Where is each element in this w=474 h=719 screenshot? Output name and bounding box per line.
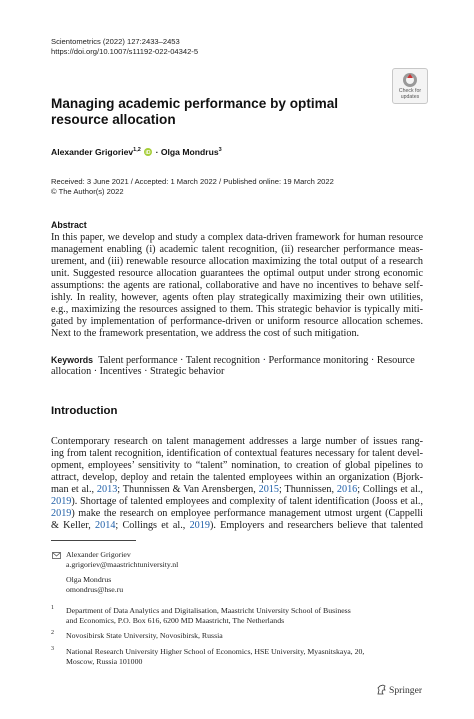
copyright-notice: © The Author(s) 2022 <box>51 187 124 196</box>
introduction-line <box>51 448 423 460</box>
text-segment: & Keller, <box>51 520 96 531</box>
citation-link[interactable]: 2014 <box>95 520 116 531</box>
publisher-name: Springer <box>389 685 423 696</box>
abstract-heading: Abstract <box>51 220 87 230</box>
text-segment: ; Collings et al., <box>115 520 190 531</box>
citation-link[interactable]: 2019 <box>189 520 210 531</box>
author-affiliation-marker: 1,2 <box>133 147 141 153</box>
envelope-icon <box>52 552 61 559</box>
publisher-logo[interactable] <box>376 684 422 696</box>
introduction-line <box>51 496 423 508</box>
check-for-updates-badge[interactable] <box>392 68 428 104</box>
citation-link[interactable]: 2019 <box>51 508 72 519</box>
text-segment: ; Thunnissen, <box>278 484 337 495</box>
affiliation-text: and Economics, P.O. Box 616, 6200 MD Maastricht, The Netherlands <box>66 616 285 625</box>
introduction-line <box>51 472 423 484</box>
introduction-line <box>51 520 423 532</box>
check-updates-line1: Check for <box>398 88 422 94</box>
citation-link[interactable]: 2016 <box>336 484 358 495</box>
contact-email[interactable]: omondrus@hse.ru <box>66 585 124 594</box>
abstract-line: unit. Suggested resource allocation guarantees the optimal output under strong economic <box>51 268 423 279</box>
contact-name: Alexander Grigoriev <box>66 550 131 559</box>
citation-link[interactable]: 2013 <box>96 484 118 495</box>
text-segment: ). Employers and researchers believe that talented <box>209 520 423 531</box>
affiliation-text: National Research University Higher School of Economics, HSE University, Myasnitskaya, 20, <box>66 647 365 656</box>
author-name[interactable]: Alexander Grigoriev <box>51 147 134 157</box>
doi-link[interactable]: https://doi.org/10.1007/s11192-022-04342-5 <box>51 47 199 56</box>
introduction-heading: Introduction <box>51 405 118 417</box>
text-segment: ; Collings et al., <box>357 484 423 495</box>
abstract-line: assumptions: the agents are rational, collaborative and have no incentives to behave self- <box>51 280 423 291</box>
contact-name: Olga Mondrus <box>66 575 112 584</box>
author-affiliation-marker: 3 <box>218 147 222 153</box>
footnote-divider <box>51 540 136 541</box>
journal-citation: Scientometrics (2022) 127:2433–2453 <box>51 37 180 46</box>
springer-horse-icon <box>376 684 387 695</box>
svg-text:iD: iD <box>145 150 151 156</box>
introduction-line <box>51 484 423 496</box>
text-segment: man et al., <box>51 484 97 495</box>
keywords-label: Keywords <box>51 355 94 365</box>
orcid-icon[interactable] <box>144 148 152 156</box>
citation-link[interactable]: 2019 <box>51 496 72 507</box>
abstract-line: urement, and (iii) renewable resource allocation maximizing the total output of a research <box>51 256 423 267</box>
abstract-line: ishly. In reality, however, agents often play strategically maximizing their own utilities, <box>51 292 423 303</box>
contact-email[interactable]: a.grigoriev@maastrichtuniversity.nl <box>66 560 179 569</box>
text-segment: ) make the research on employee performance management utmost urgent (Cappelli <box>71 508 423 519</box>
abstract-line: e.g., maximizing the resources assigned to them. This strategic behavior is typically miti- <box>51 304 423 315</box>
affiliation-text: Moscow, Russia 101000 <box>66 657 143 666</box>
affiliation-text: Department of Data Analytics and Digitalisation, Maastricht University School of Business <box>66 606 351 615</box>
author-list <box>51 147 222 157</box>
text-segment: ; Thunnissen & Van Arensbergen, <box>117 484 259 495</box>
check-updates-line2: updates <box>400 94 420 100</box>
introduction-line <box>51 460 423 472</box>
citation-link[interactable]: 2015 <box>258 484 279 495</box>
text-segment: Contemporary research on talent management addresses a large number of issues rang- <box>51 436 423 447</box>
text-segment: attract, develop, deploy and retain the talented employees within an organization (Bjork- <box>51 472 423 483</box>
abstract-line: In this paper, we develop and study a complex data-driven framework for human resource <box>51 232 423 243</box>
abstract-line: Next to the framework presentation, we address the cost of such mitigation. <box>51 328 360 339</box>
author-name[interactable]: Olga Mondrus <box>160 147 219 157</box>
text-segment: opment, employees’ sensitivity to “talent” nomination, to creation of global pipelines to <box>51 460 423 471</box>
check-for-updates-icon <box>401 72 419 88</box>
article-title: Managing academic performance by optimal resource allocation <box>51 96 339 127</box>
affiliation-number: 2 <box>51 630 54 636</box>
abstract-line: management enabling (i) academic talent recognition, (ii) researcher performance meas- <box>51 244 423 255</box>
text-segment: ). Shortage of talented employees and complexity of talent identification (Jooss et al., <box>71 496 423 507</box>
text-segment: ing from talent recognition, identification of contextual features necessary for talent devel- <box>51 448 423 459</box>
publication-dates: Received: 3 June 2021 / Accepted: 1 March 2022 / Published online: 19 March 2022 <box>51 177 334 186</box>
introduction-line <box>51 436 423 448</box>
affiliation-number: 3 <box>51 646 54 652</box>
keywords-line: allocation · Incentives · Strategic behavior <box>51 366 225 377</box>
keywords-text: Talent performance · Talent recognition · Performance monitoring · Resource <box>98 355 415 366</box>
introduction-line <box>51 508 423 520</box>
author-separator: · <box>155 147 159 157</box>
abstract-line: gated by implementation of performance-driven or uniform resource allocation schemes. <box>51 316 423 327</box>
affiliation-text: Novosibirsk State University, Novosibirsk, Russia <box>66 631 223 640</box>
affiliation-number: 1 <box>51 605 54 611</box>
